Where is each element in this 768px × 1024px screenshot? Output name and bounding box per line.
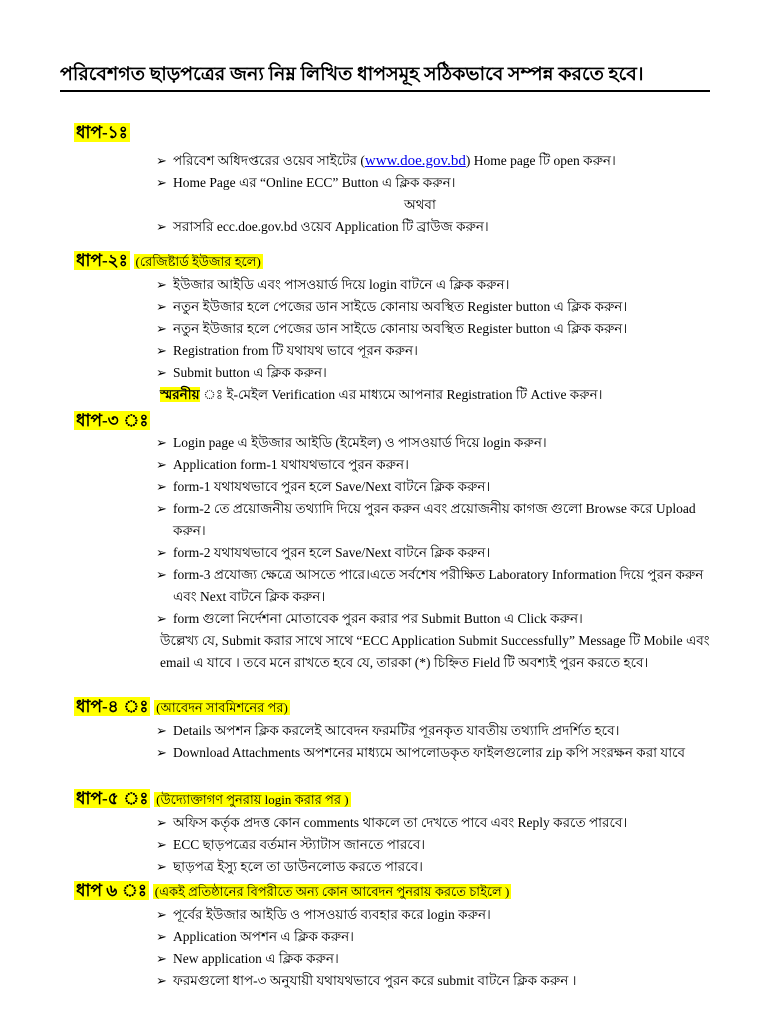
remember-label: স্মরনীয়	[160, 387, 200, 402]
bullet-item	[156, 812, 712, 834]
bullet-text: New application এ ক্লিক করুন।	[173, 951, 339, 966]
bullet-item	[156, 296, 712, 318]
bullet-item	[156, 172, 712, 194]
remember-note	[160, 384, 603, 406]
bullet-text: form গুলো নির্দেশনা মোতাবেক পুরন করার পর Submit Button এ Click করুন।	[173, 611, 583, 626]
bullet-text: ইউজার আইডি এবং পাসওয়ার্ড দিয়ে login বাটনে এ ক্লিক করুন।	[173, 277, 510, 292]
or-text: অথবা	[404, 197, 436, 212]
step-note: (উদ্যোক্তাগণ পুনরায় login করার পর )	[156, 792, 349, 807]
bullet-item	[156, 216, 712, 238]
bullet-text: সরাসরি ecc.doe.gov.bd ওয়েব Application টি ব্রাউজ করুন।	[173, 219, 489, 234]
bullet-text: form-2 যথাযথভাবে পুরন হলে Save/Next বাটনে ক্লিক করুন।	[173, 545, 491, 560]
bullet-arrow-icon: ➢	[156, 837, 167, 852]
bullet-item	[156, 742, 712, 764]
bullet-text: Registration from টি যথাযথ ভাবে পূরন করুন।	[173, 343, 418, 358]
bullet-arrow-icon: ➢	[156, 321, 167, 336]
bullet-arrow-icon: ➢	[156, 457, 167, 472]
bullet-arrow-icon: ➢	[156, 479, 167, 494]
bullet-arrow-icon: ➢	[156, 175, 167, 190]
bullet-item	[156, 362, 712, 384]
bullet-text: পূর্বের ইউজার আইডি ও পাসওয়ার্ড ব্যবহার করে login করুন।	[173, 907, 491, 922]
bullet-text: Download Attachments অপশনের মাধ্যমে আপলোডকৃত ফাইলগুলোর zip কপি সংরক্ষন করা যাবে	[173, 745, 686, 760]
bullet-text-pre: পরিবেশ অধিদপ্তরের ওয়েব সাইটের (	[173, 153, 365, 168]
bullet-text: নতুন ইউজার হলে পেজের ডান সাইডে কোনায় অবস্থিত Register button এ ক্লিক করুন।	[173, 299, 628, 314]
step-heading-5	[74, 786, 351, 812]
bullet-arrow-icon: ➢	[156, 929, 167, 944]
bullet-text: Details অপশন ক্লিক করলেই আবেদন ফরমটির পূরনকৃত যাবতীয় তথ্যাদি প্রদর্শিত হবে।	[173, 723, 620, 738]
bullet-text: Home Page এর “Online ECC” Button এ ক্লিক করুন।	[173, 175, 456, 190]
bullet-arrow-icon: ➢	[156, 815, 167, 830]
bullet-arrow-icon: ➢	[156, 435, 167, 450]
step-label: ধাপ-২ঃ	[76, 251, 128, 270]
bullet-arrow-icon: ➢	[156, 501, 167, 516]
bullet-text: ছাড়পত্র ইস্যু হলে তা ডাউনলোড করতে পারবে।	[173, 859, 423, 874]
bullet-item	[156, 274, 712, 296]
bullet-arrow-icon: ➢	[156, 907, 167, 922]
step-heading-1	[74, 120, 130, 146]
bullet-item	[156, 318, 712, 340]
step-label: ধাপ-৪ ঃ	[76, 697, 149, 716]
remember-text: ঃ ই-মেইল Verification এর মাধ্যমে আপনার Registration টি Active করুন।	[199, 387, 603, 402]
step-note: (একই প্রতিষ্ঠানের বিপরীতে অন্য কোন আবেদন পুনরায় করতে চাইলে )	[154, 884, 510, 899]
bullet-text: Login page এ ইউজার আইডি (ইমেইল) ও পাসওয়ার্ড দিয়ে login করুন।	[173, 435, 547, 450]
bullet-text: form-3 প্রযোজ্য ক্ষেত্রে আসতে পারে।এতে সর্বশেষ পরীক্ষিত Laboratory Information দিয়ে পুরন করুন এবং Next বাটনে ক্লিক করুন।	[173, 567, 704, 604]
bullet-text: Application অপশন এ ক্লিক করুন।	[173, 929, 354, 944]
bullet-arrow-icon: ➢	[156, 153, 167, 168]
bullet-text: Application form-1 যথাযথভাবে পুরন করুন।	[173, 457, 409, 472]
bullet-item	[156, 454, 712, 476]
step-heading-6	[74, 878, 511, 904]
bullet-item	[156, 948, 712, 970]
bullet-item	[156, 542, 712, 564]
bullet-item	[156, 926, 712, 948]
bullet-arrow-icon: ➢	[156, 567, 167, 582]
bullet-text: অফিস কর্তৃক প্রদত্ত কোন comments থাকলে তা দেখতে পাবে এবং Reply করতে পারবে।	[173, 815, 628, 830]
website-link[interactable]: www.doe.gov.bd	[364, 153, 466, 169]
bullet-item	[156, 564, 712, 608]
bullet-item	[156, 856, 712, 878]
bullet-text: ফরমগুলো ধাপ-৩ অনুযায়ী যথাযথভাবে পুরন করে submit বাটনে ক্লিক করুন ।	[173, 973, 577, 988]
bullet-arrow-icon: ➢	[156, 343, 167, 358]
bullet-arrow-icon: ➢	[156, 611, 167, 626]
bullet-arrow-icon: ➢	[156, 299, 167, 314]
bullet-item	[156, 834, 712, 856]
step-heading-3	[74, 408, 150, 434]
step-label: ধাপ-৩ ঃ	[76, 411, 149, 430]
step-note: (আবেদন সাবমিশনের পর)	[156, 700, 288, 715]
bullet-arrow-icon: ➢	[156, 277, 167, 292]
submit-note: উল্লেখ্য যে, Submit করার সাথে সাথে “ECC Application Submit Successfully” Message টি Mobile এবং email এ যাবে । তবে মনে রাখতে হবে যে, তারকা (*) চিহ্নিত Field টি অবশ্যই পুরন করতে হবে।	[160, 633, 710, 670]
bullet-arrow-icon: ➢	[156, 723, 167, 738]
bullet-text: form-1 যথাযথভাবে পুরন হলে Save/Next বাটনে ক্লিক করুন।	[173, 479, 491, 494]
step-label: ধাপ ৬ ঃ	[76, 881, 147, 900]
bullet-item	[156, 720, 712, 742]
bullet-arrow-icon: ➢	[156, 365, 167, 380]
bullet-item	[156, 432, 712, 454]
bullet-item	[156, 608, 712, 630]
bullet-item	[156, 970, 712, 992]
step-heading-2	[74, 248, 263, 274]
bullet-text: ECC ছাড়পত্রের বর্তমান স্ট্যাটাস জানতে পারবে।	[173, 837, 426, 852]
bullet-arrow-icon: ➢	[156, 745, 167, 760]
bullet-arrow-icon: ➢	[156, 973, 167, 988]
bullet-text: Submit button এ ক্লিক করুন।	[173, 365, 327, 380]
bullet-text-post: ) Home page টি open করুন।	[465, 153, 616, 168]
page-title: পরিবেশগত ছাড়পত্রের জন্য নিম্ন লিখিত ধাপসমূহ সঠিকভাবে সম্পন্ন করতে হবে।	[60, 60, 710, 92]
step-label: ধাপ-১ঃ	[76, 123, 128, 142]
bullet-item	[156, 150, 712, 172]
bullet-text: নতুন ইউজার হলে পেজের ডান সাইডে কোনায় অবস্থিত Register button এ ক্লিক করুন।	[173, 321, 628, 336]
bullet-arrow-icon: ➢	[156, 951, 167, 966]
bullet-item	[156, 476, 712, 498]
bullet-item	[156, 904, 712, 926]
bullet-arrow-icon: ➢	[156, 859, 167, 874]
step-note: (রেজিষ্টার্ড ইউজার হলে)	[135, 254, 261, 269]
bullet-item	[156, 340, 712, 362]
step-heading-4	[74, 694, 290, 720]
bullet-item	[156, 498, 712, 542]
step-label: ধাপ-৫ ঃ	[76, 789, 149, 808]
bullet-arrow-icon: ➢	[156, 219, 167, 234]
bullet-arrow-icon: ➢	[156, 545, 167, 560]
bullet-text: form-2 তে প্রয়োজনীয় তথ্যাদি দিয়ে পুরন করুন এবং প্রয়োজনীয় কাগজ গুলো Browse করে Upload করুন।	[173, 501, 696, 538]
